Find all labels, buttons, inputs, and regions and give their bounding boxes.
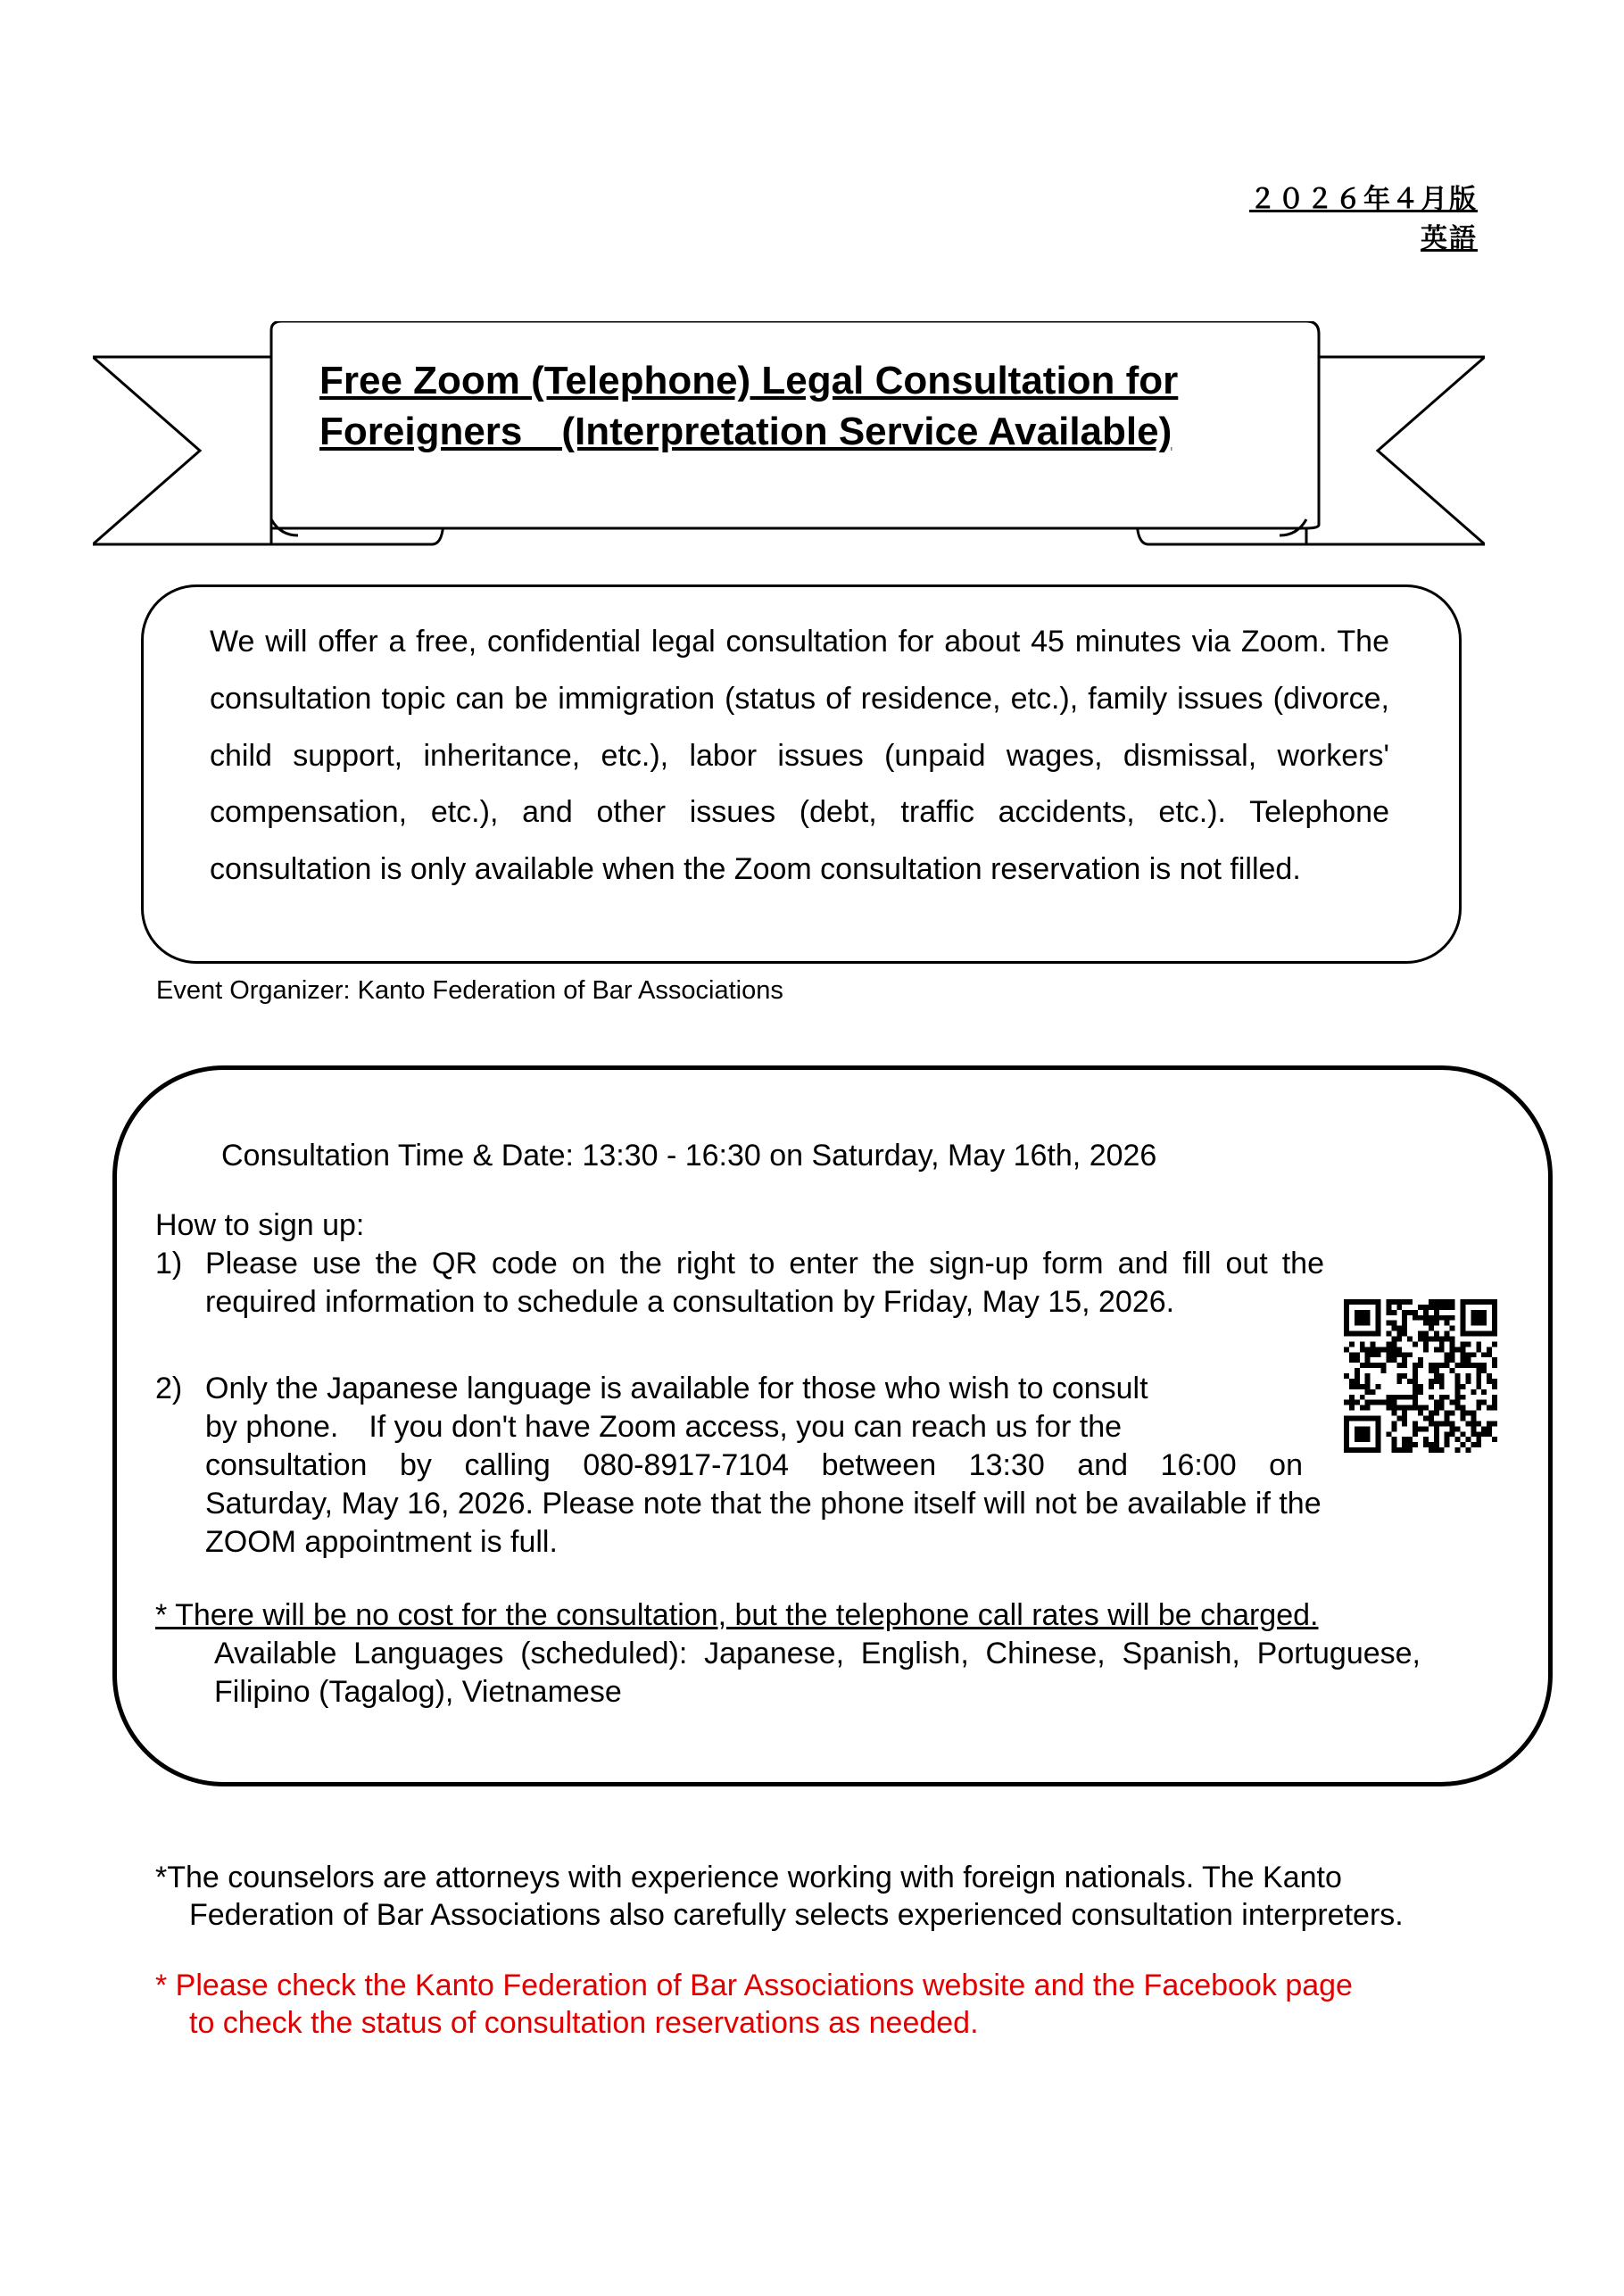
step-2-line-5: ZOOM appointment is full. [205, 1525, 558, 1559]
step-2-line-4: Saturday, May 16, 2026. Please note that the phone itself will not be available if the [205, 1487, 1322, 1521]
signup-heading: How to sign up: [155, 1208, 365, 1242]
counselors-line-1: *The counselors are attorneys with experience working with foreign nationals. The Kanto [155, 1861, 1342, 1894]
intro-text: We will offer a free, confidential legal consultation for about 45 minutes via Zoom. The consultation topic can be immigration (status of residence, etc.), family issues (divorce, child support, inheritance, etc.), labor issues (unpaid wages, dismissal, workers' compensation, etc.), and other issues (debt, traffic accidents, etc.). Telephone consultation is only available when the Zoom consultation reservation is not filled. [210, 625, 1389, 887]
notice-line-2: to check the status of consultation reservations as needed. [189, 2006, 979, 2040]
qr-code-graphic[interactable] [1344, 1299, 1497, 1453]
cost-note: * There will be no cost for the consultation, but the telephone call rates will be charged. [155, 1598, 1319, 1632]
event-organizer: Event Organizer: Kanto Federation of Bar Associations [156, 976, 783, 1005]
consultation-date: Consultation Time & Date: 13:30 - 16:30 on Saturday, May 16th, 2026 [221, 1139, 1157, 1173]
title-line-1: Free Zoom (Telephone) Legal Consultation for [319, 359, 1179, 402]
step-2-line-1: Only the Japanese language is available for those who wish to consult [205, 1372, 1148, 1405]
title-line-2: Foreigners (Interpretation Service Available) [319, 410, 1172, 453]
counselors-line-2: Federation of Bar Associations also carefully selects experienced consultation interpreters. [189, 1898, 1404, 1932]
edition-label: ２０２６年４月版 [1249, 184, 1478, 215]
step-number: 2) [155, 1372, 183, 1405]
page-title [319, 355, 1265, 457]
step-number: 1) [155, 1247, 183, 1281]
available-languages: Available Languages (scheduled): Japanese, English, Chinese, Spanish, Portuguese, Filipino (Tagalog), Vietnamese [214, 1637, 1421, 1709]
step-2-line-2: by phone. If you don't have Zoom access, you can reach us for the [205, 1410, 1123, 1444]
counselors-note [155, 1859, 1485, 1934]
edition-header [1249, 180, 1478, 259]
notice-line-1: * Please check the Kanto Federation of Bar Associations website and the Facebook page [155, 1969, 1353, 2002]
reservation-status-notice [155, 1967, 1485, 2042]
step-text: Please use the QR code on the right to enter the sign-up form and fill out the required information to schedule a consultation by Friday, May 15, 2026. [205, 1247, 1324, 1319]
language-label: 英語 [1421, 223, 1478, 254]
step-2-line-3: consultation by calling 080-8917-7104 between 13:30 and 16:00 on [205, 1448, 1303, 1482]
qr-code-icon[interactable] [1344, 1299, 1497, 1453]
